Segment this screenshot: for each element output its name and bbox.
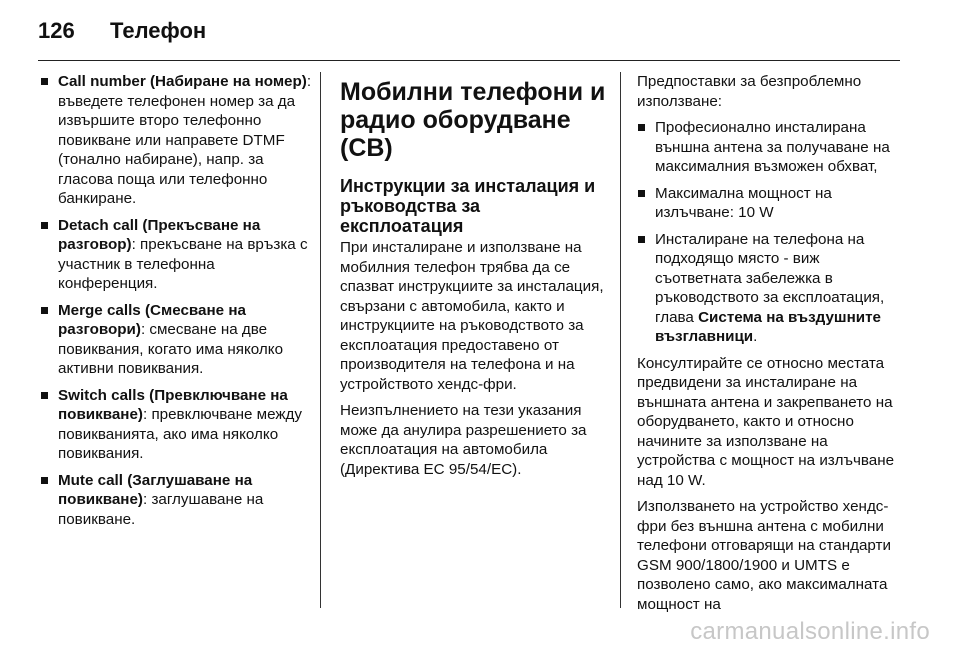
- option-description: : превключване между повикванията, ако има няколко повиквания.: [58, 406, 303, 462]
- option-term: Call number (Набиране на номер): [58, 73, 307, 90]
- section-heading: Мобилни телефони и радио оборудване (CB): [340, 78, 606, 162]
- column-divider-2: [620, 72, 621, 608]
- requirements-list: [637, 118, 905, 347]
- option-description: : прекъсване на връзка с участник в телефонна конференция.: [58, 236, 308, 292]
- paragraph: Използването на устройство хендс-фри без външна антена с мобилни телефони отговарящи на стандарти GSM 900/1800/1900 и UMTS е позволено само, ако максималната мощност на: [637, 498, 891, 613]
- column-divider-1: [320, 72, 321, 608]
- paragraph: Неизпълнението на тези указания може да анулира разрешението за експлоатация на автомобила (Директива ЕС 95/54/ЕС).: [340, 402, 587, 478]
- option-description: : смесване на две повиквания, когато има няколко активни повиквания.: [58, 321, 284, 377]
- column-3: [637, 72, 905, 621]
- paragraph: При инсталиране и използване на мобилния телефон трябва да се спазват инструкциите за инсталация, свързани с автомобила, както и инструкциите на ръководството за експлоатация предоставено от производителя на телефона и на устройството хендс-фри.: [340, 239, 604, 393]
- option-term: Switch calls (Превключване на повикване): [58, 386, 288, 423]
- bullet-icon: [41, 392, 48, 399]
- option-term: Merge calls (Смесване на разговори): [58, 301, 246, 338]
- requirement-text: Максимална мощност на излъчване: 10 W: [655, 184, 832, 221]
- option-term: Detach call (Прекъсване на разговор): [58, 216, 261, 253]
- bullet-icon: [41, 477, 48, 484]
- bullet-icon: [41, 222, 48, 229]
- requirement-text: .: [753, 328, 758, 345]
- section-subheading: Инструкции за инсталация и ръководства за експлоатация: [340, 176, 596, 236]
- bullet-icon: [638, 236, 645, 243]
- list-item: [637, 184, 905, 223]
- list-item: [40, 72, 312, 209]
- page-title: Телефон: [110, 18, 207, 43]
- column-2: [340, 72, 608, 486]
- requirement-text: Професионално инсталирана външна антена за получаване на максималния възможен обхват,: [655, 119, 890, 175]
- page-number: 126: [38, 18, 75, 43]
- bullet-icon: [41, 307, 48, 314]
- watermark: carmanualsonline.info: [690, 618, 930, 645]
- cross-reference: Система на въздушните възглавници: [655, 308, 881, 345]
- bullet-icon: [638, 190, 645, 197]
- option-description: : заглушаване на повикване.: [58, 491, 264, 528]
- bullet-icon: [638, 124, 645, 131]
- option-term: Mute call (Заглушаване на повикване): [58, 471, 253, 508]
- requirement-text: Инсталиране на телефона на подходящо място - виж съответната забележка в ръководството за експлоатация, глава: [655, 230, 885, 326]
- column-1: [40, 72, 312, 536]
- list-item: [40, 386, 312, 464]
- list-item: [40, 216, 312, 294]
- paragraph: Предпоставки за безпроблемно използване:: [637, 73, 862, 110]
- paragraph: Консултирайте се относно местата предвидени за инсталиране на външната антена и закрепването на оборудването, както и относно начините за използване на устройства с мощност на излъчване над 10 W.: [637, 354, 895, 489]
- list-item: [40, 301, 312, 379]
- option-description: : въведете телефонен номер за да извършите второ телефонно повикване или направете DTMF (тонално набиране), напр. за гласова поща или телефонно банкиране.: [58, 73, 312, 207]
- list-item: [40, 471, 312, 530]
- bullet-icon: [41, 78, 48, 85]
- list-item: [637, 230, 905, 347]
- page-header: [38, 18, 206, 50]
- call-options-list: [40, 72, 312, 529]
- header-rule: [38, 60, 900, 61]
- list-item: [637, 118, 905, 177]
